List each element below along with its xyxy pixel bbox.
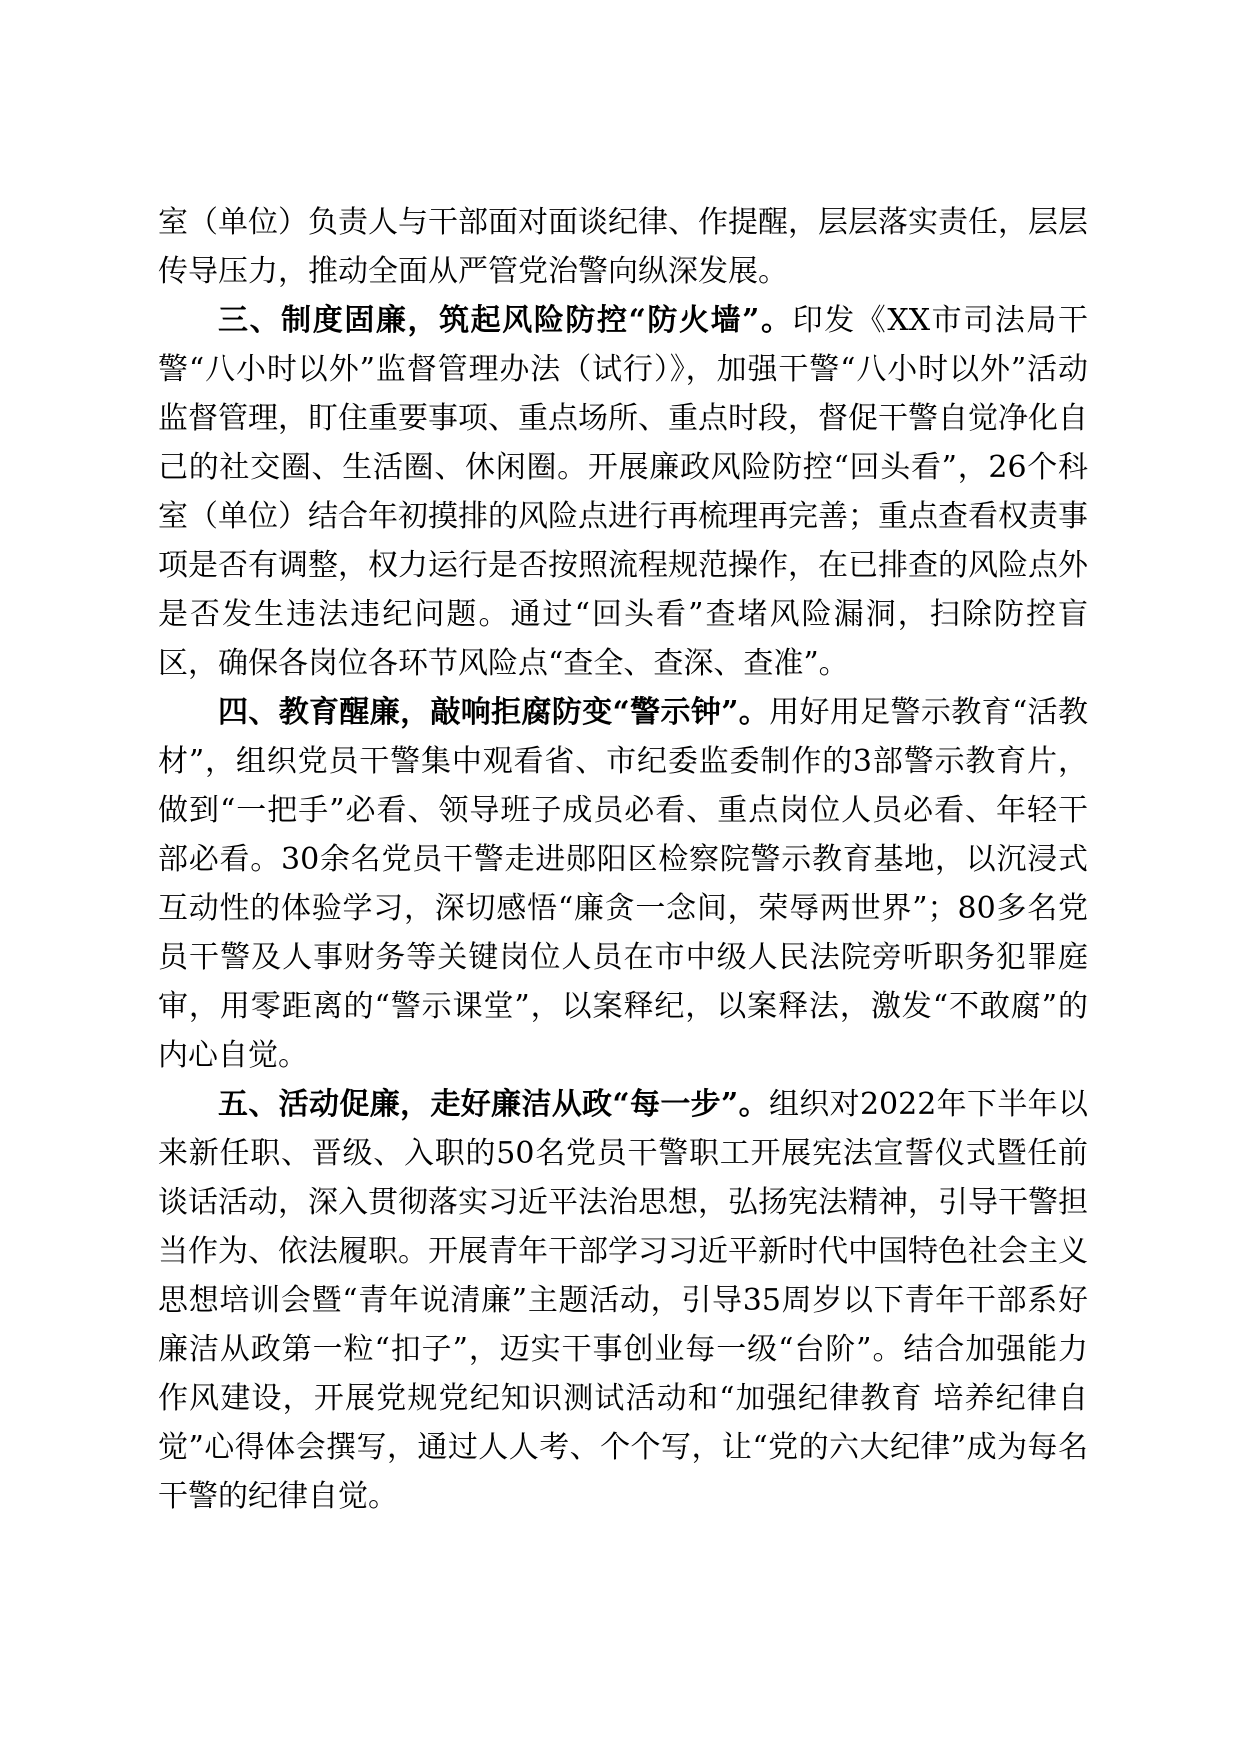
paragraph-text: 室（单位）负责人与干部面对面谈纪律、作提醒，层层落实责任，层层传导压力，推动全面从严管党治警向纵深发展。 — [158, 205, 1088, 289]
paragraph-text: 组织对2022年下半年以来新任职、晋级、入职的50名党员干警职工开展宪法宣誓仪式暨任前谈话活动，深入贯彻落实习近平法治思想，弘扬宪法精神，引导干警担当作为、依法履职。开展青年干部学习习近平新时代中国特色社会主义思想培训会暨“青年说清廉”主题活动，引导35周岁以下青年干部系好廉洁从政第一粒“扣子”，迈实干事创业每一级“台阶”。结合加强能力作风建设，开展党规党纪知识测试活动和“加强纪律教育 培养纪律自觉”心得体会撰写，通过人人考、个个写，让“党的六大纪律”成为每名干警的纪律自觉。 — [158, 1087, 1088, 1514]
section-heading-five: 五、活动促廉，走好廉洁从政“每一步”。 — [218, 1087, 769, 1122]
document-body — [158, 198, 1088, 1521]
paragraph-section-four — [158, 688, 1088, 1080]
paragraph-section-five — [158, 1080, 1088, 1521]
paragraph-text: 用好用足警示教育“活教材”，组织党员干警集中观看省、市纪委监委制作的3部警示教育片，做到“一把手”必看、领导班子成员必看、重点岗位人员必看、年轻干部必看。30余名党员干警走进郧阳区检察院警示教育基地，以沉浸式互动性的体验学习，深切感悟“廉贪一念间，荣辱两世界”；80多名党员干警及人事财务等关键岗位人员在市中级人民法院旁听职务犯罪庭审，用零距离的“警示课堂”，以案释纪，以案释法，激发“不敢腐”的内心自觉。 — [158, 695, 1088, 1073]
section-heading-three: 三、制度固廉，筑起风险防控“防火墙”。 — [218, 303, 793, 338]
section-heading-four: 四、教育醒廉，敲响拒腐防变“警示钟”。 — [218, 695, 770, 730]
paragraph-text: 印发《XX市司法局干警“八小时以外”监督管理办法（试行）》，加强干警“八小时以外”活动监督管理，盯住重要事项、重点场所、重点时段，督促干警自觉净化自己的社交圈、生活圈、休闲圈。开展廉政风险防控“回头看”，26个科室（单位）结合年初摸排的风险点进行再梳理再完善；重点查看权责事项是否有调整，权力运行是否按照流程规范操作，在已排查的风险点外是否发生违法违纪问题。通过“回头看”查堵风险漏洞，扫除防控盲区，确保各岗位各环节风险点“查全、查深、查准”。 — [158, 303, 1088, 681]
paragraph-section-three — [158, 296, 1088, 688]
paragraph-continuation — [158, 198, 1088, 296]
